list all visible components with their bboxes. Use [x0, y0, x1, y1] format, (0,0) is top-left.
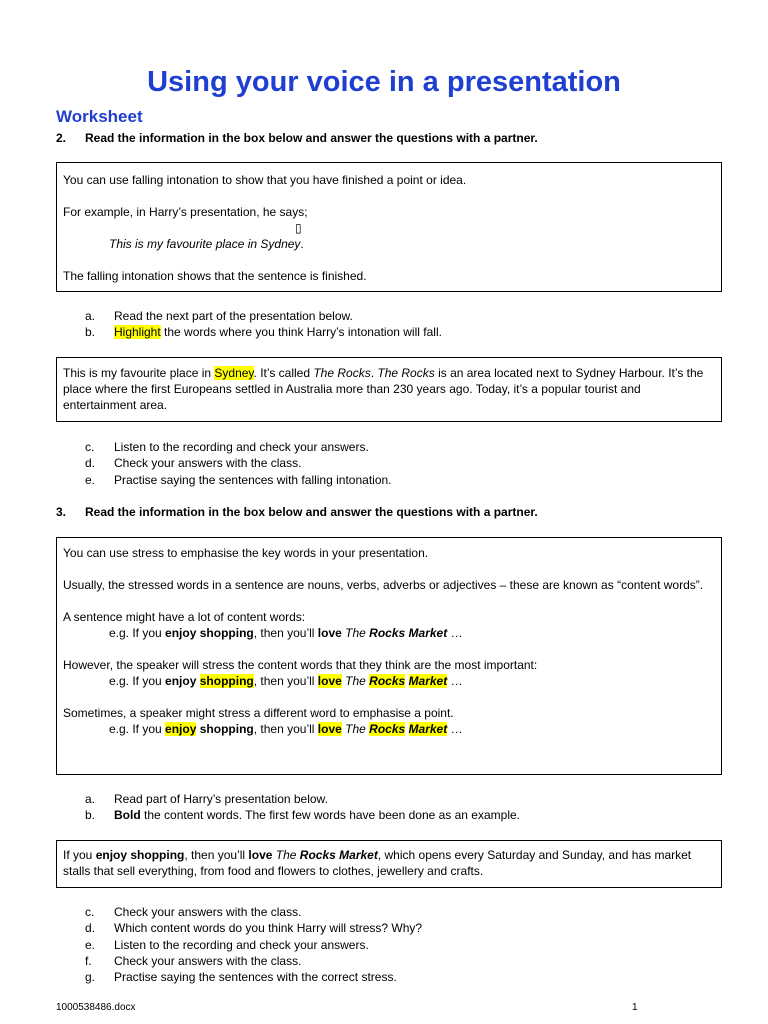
- question-2-number: 2.: [56, 131, 67, 145]
- list-item: d. Check your answers with the class.: [85, 456, 302, 471]
- info-line: You can use falling intonation to show that you have finished a point or idea.: [63, 173, 467, 187]
- presentation-passage-box: [56, 357, 722, 422]
- info-line: A sentence might have a lot of content words:: [63, 610, 306, 624]
- info-line: The falling intonation shows that the sentence is finished.: [63, 269, 367, 283]
- question-2-text: Read the information in the box below and answer the questions with a partner.: [85, 131, 538, 145]
- q2-tasks-cde: [85, 439, 392, 488]
- list-item: a. Read the next part of the presentation below.: [85, 309, 353, 323]
- market-passage-box: [56, 840, 722, 888]
- list-item: d. Which content words do you think Harry will stress? Why?: [85, 921, 423, 936]
- passage-text: If you enjoy shopping, then you’ll love The Rocks Market, which opens every Saturday and Sunday, and has market stalls that sell everything, from food and flowers to clothes, jewellery and crafts.: [63, 848, 692, 878]
- q3-tasks-cg: [85, 904, 422, 985]
- stress-info-box: [56, 537, 722, 775]
- q3-tasks-ab: [85, 791, 520, 824]
- info-line: However, the speaker will stress the content words that they think are the most important:: [63, 658, 538, 672]
- footer-filename: 1000538486.docx: [56, 1002, 136, 1013]
- example-sentence: e.g. If you enjoy shopping, then you’ll love The Rocks Market …: [109, 626, 463, 640]
- list-item: b. Highlight the words where you think Harry’s intonation will fall.: [85, 325, 442, 340]
- page-title: Using your voice in a presentation: [147, 66, 621, 98]
- intonation-info-box: You can use falling intonation to show that you have finished a point or idea. For example, in Harry’s presentation, he says; ▯ This is my favourite place in Sydney. The falling intonation shows that the sentence is finished.: [56, 162, 722, 292]
- list-item: f. Check your answers with the class.: [85, 953, 302, 968]
- example-sentence: This is my favourite place in Sydney: [109, 237, 301, 251]
- footer-page-number: 1: [632, 1002, 638, 1013]
- question-3-text: Read the information in the box below and answer the questions with a partner.: [85, 505, 538, 519]
- info-line: You can use stress to emphasise the key words in your presentation.: [63, 546, 429, 560]
- worksheet-subtitle: Worksheet: [56, 107, 143, 126]
- passage-text: This is my favourite place in Sydney. It’s called The Rocks. The Rocks is an area located next to Sydney Harbour. It’s the place where the first Europeans settled in Australia more than 230 years ago. Today, it’s a popular tourist and entertainment area.: [63, 366, 704, 412]
- info-line: Sometimes, a speaker might stress a different word to emphasise a point.: [63, 706, 454, 720]
- list-item: e. Practise saying the sentences with falling intonation.: [85, 472, 392, 487]
- list-item: b. Bold the content words. The first few words have been done as an example.: [85, 808, 521, 823]
- list-item: e. Listen to the recording and check your answers.: [85, 937, 369, 952]
- example-sentence: e.g. If you enjoy shopping, then you’ll love The Rocks Market …: [109, 722, 463, 736]
- falling-arrow-icon: ▯: [295, 221, 302, 235]
- question-3-number: 3.: [56, 505, 67, 519]
- list-item: c. Listen to the recording and check your answers.: [85, 440, 369, 454]
- info-line: For example, in Harry’s presentation, he says;: [63, 205, 308, 219]
- q2-tasks-ab: [85, 308, 442, 341]
- example-sentence: e.g. If you enjoy shopping, then you’ll love The Rocks Market …: [109, 674, 463, 688]
- question-3-heading: [56, 504, 538, 520]
- list-item: g. Practise saying the sentences with the correct stress.: [85, 970, 397, 985]
- info-line: Usually, the stressed words in a sentence are nouns, verbs, adverbs or adjectives – these are known as “content words”.: [63, 578, 704, 592]
- list-item: c. Check your answers with the class.: [85, 905, 302, 919]
- question-2-heading: [56, 130, 538, 146]
- list-item: a. Read part of Harry’s presentation below.: [85, 792, 328, 806]
